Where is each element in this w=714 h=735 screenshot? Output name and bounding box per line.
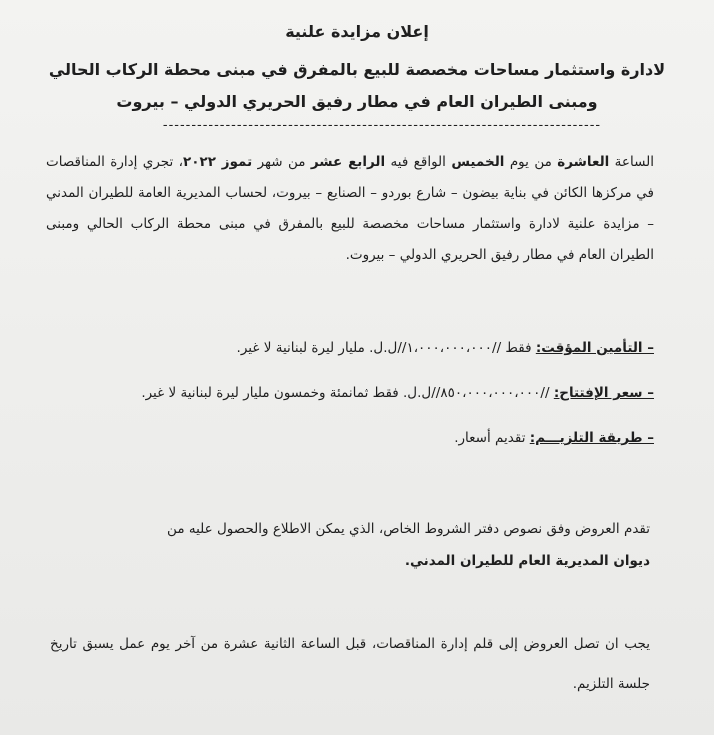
intro-day: الخميس — [451, 154, 505, 170]
intro-date: الرابع عشر — [310, 154, 386, 170]
announcement-title: إعلان مزايدة علنية — [285, 22, 429, 41]
intro-text-2: من يوم — [504, 154, 558, 170]
announcement-subtitle-line2: ومبنى الطيران العام في مطار رفيق الحريري الدولي – بيروت — [116, 92, 598, 111]
offers-paragraph — [50, 513, 650, 577]
item-label: – سعر الإفتتاح: — [553, 385, 654, 401]
item-label: – التأمين المؤقت: — [535, 340, 654, 356]
award-method-item — [54, 430, 654, 446]
item-label: – طريقة التلزيـــم: — [529, 430, 654, 446]
intro-text-5: ، تجري إدارة المناقصات في مركزها الكائن في بناية بيضون – شارع بوردو – الصنايع – بيروت، لحساب المديرية العامة للطيران المدني – مزايدة علنية لادارة واستثمار مساحات مخصصة للبيع بالمفرق في مبنى محطة الركاب الحالي ومبنى الطيران العام في مطار رفيق الحريري الدولي – بيروت. — [46, 154, 654, 263]
item-value: فقط //١،٠٠٠،٠٠٠،٠٠٠//ل.ل. مليار ليرة لبنانية لا غير. — [236, 340, 536, 356]
intro-text-3: الواقع فيه — [385, 154, 452, 170]
item-value: //٨٥٠،٠٠٠،٠٠٠،٠٠٠//ل.ل. فقط ثمانمئة وخمسون مليار ليرة لبنانية لا غير. — [141, 385, 554, 401]
intro-paragraph — [46, 147, 654, 271]
item-value: تقديم أسعار. — [454, 430, 530, 446]
deadline-paragraph: يجب ان تصل العروض إلى قلم إدارة المناقصات، قبل الساعة الثانية عشرة من آخر يوم عمل يسبق تاريخ جلسة التلزيم. — [50, 636, 650, 692]
dashed-separator: ----------------------------------------------------------------------------- — [162, 118, 602, 133]
intro-text-1: الساعة — [609, 154, 654, 170]
opening-price-item — [54, 385, 654, 401]
intro-text-4: من شهر — [252, 154, 311, 170]
intro-hour: العاشرة — [557, 154, 610, 170]
offers-text: تقدم العروض وفق نصوص دفتر الشروط الخاص، الذي يمكن الاطلاع والحصول عليه من — [167, 521, 650, 537]
temporary-deposit-item — [54, 340, 654, 356]
offers-bold: ديوان المديرية العام للطيران المدني. — [404, 553, 650, 569]
announcement-subtitle-line1: لادارة واستثمار مساحات مخصصة للبيع بالمفرق في مبنى محطة الركاب الحالي — [48, 60, 666, 79]
intro-month-year: تموز ٢٠٢٢ — [183, 154, 253, 170]
